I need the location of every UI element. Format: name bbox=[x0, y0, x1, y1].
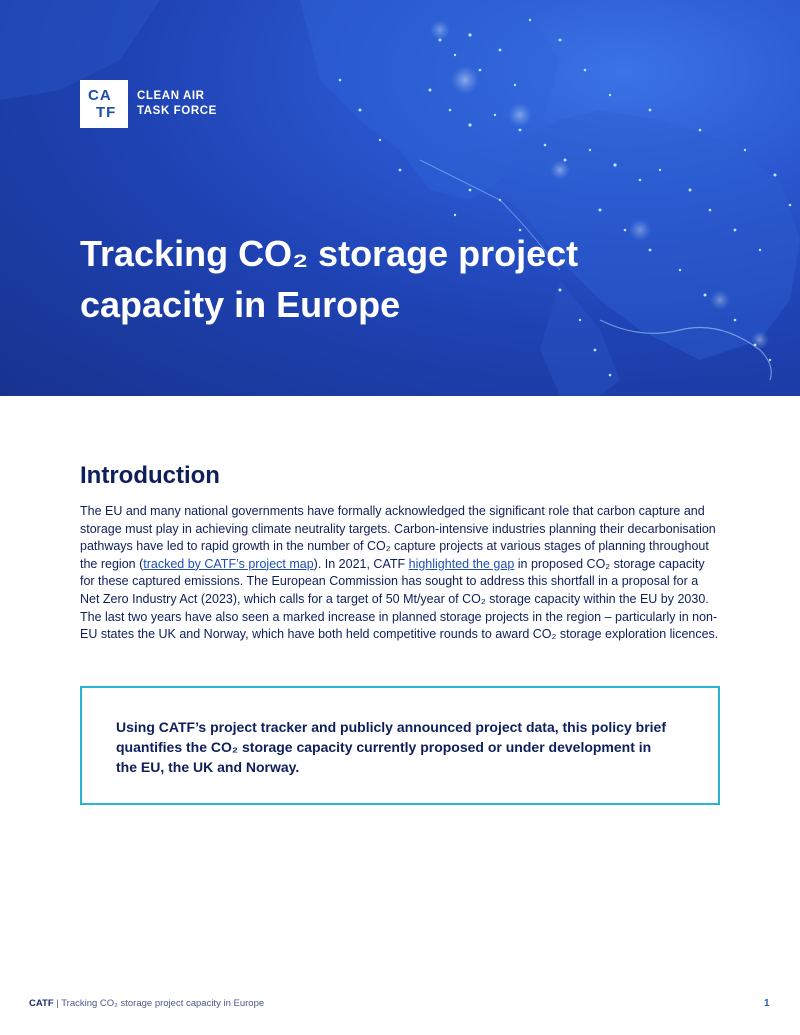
logo-name-line1: CLEAN AIR bbox=[137, 90, 205, 102]
catf-logo[interactable] bbox=[80, 80, 217, 128]
footer-doc-title: Tracking CO₂ storage project capacity in Europe bbox=[61, 998, 265, 1009]
intro-text-part1: The EU and many national governments have formally acknowledged the significant role that carbon capture and storage must play in achieving climate neutrality targets. Carbon-intensive industries planning their decarbonisation pathways have led to rapid growth in the number of CO₂ capture projects at various stages of planning throughout the region ( bbox=[80, 504, 716, 571]
intro-text-part3: in proposed CO₂ storage capacity for these captured emissions. The European Commission has sought to address this shortfall in a proposal for a Net Zero Industry Act (2023), which calls for a target of 50 Mt/year of CO₂ storage capacity within the EU by 2030. The last two years have also seen a marked increase in planned storage projects in the region – particularly in non-EU states the UK and Norway, which have both held competitive rounds to award CO₂ storage exploration licences. bbox=[80, 556, 719, 642]
hero-banner bbox=[0, 0, 800, 396]
highlighted-gap-link[interactable]: highlighted the gap bbox=[408, 556, 515, 571]
footer-separator: | bbox=[53, 998, 62, 1009]
footer-running-title bbox=[29, 998, 264, 1009]
catf-logo-mark bbox=[80, 80, 128, 128]
logo-mark-line2: TF bbox=[96, 104, 117, 121]
summary-callout-box bbox=[80, 686, 720, 805]
intro-heading: Introduction bbox=[80, 462, 220, 489]
logo-name-line2: TASK FORCE bbox=[137, 105, 217, 117]
page-title: Tracking CO₂ storage project capacity in Europe bbox=[80, 233, 579, 325]
europe-night-map-image bbox=[0, 0, 800, 396]
callout-text: Using CATF’s project tracker and publicly announced project data, this policy brief quantifies the CO₂ storage capacity currently proposed or under development in the EU, the UK and Norway. bbox=[116, 719, 666, 775]
footer-brand: CATF bbox=[29, 998, 54, 1009]
logo-mark-line1: CA bbox=[88, 87, 112, 104]
intro-text-part2: ). In 2021, CATF bbox=[313, 556, 409, 571]
logo-wordmark bbox=[137, 89, 217, 119]
intro-paragraph bbox=[80, 503, 720, 644]
page-number: 1 bbox=[764, 998, 770, 1009]
project-map-link[interactable]: tracked by CATF’s project map bbox=[143, 556, 314, 571]
